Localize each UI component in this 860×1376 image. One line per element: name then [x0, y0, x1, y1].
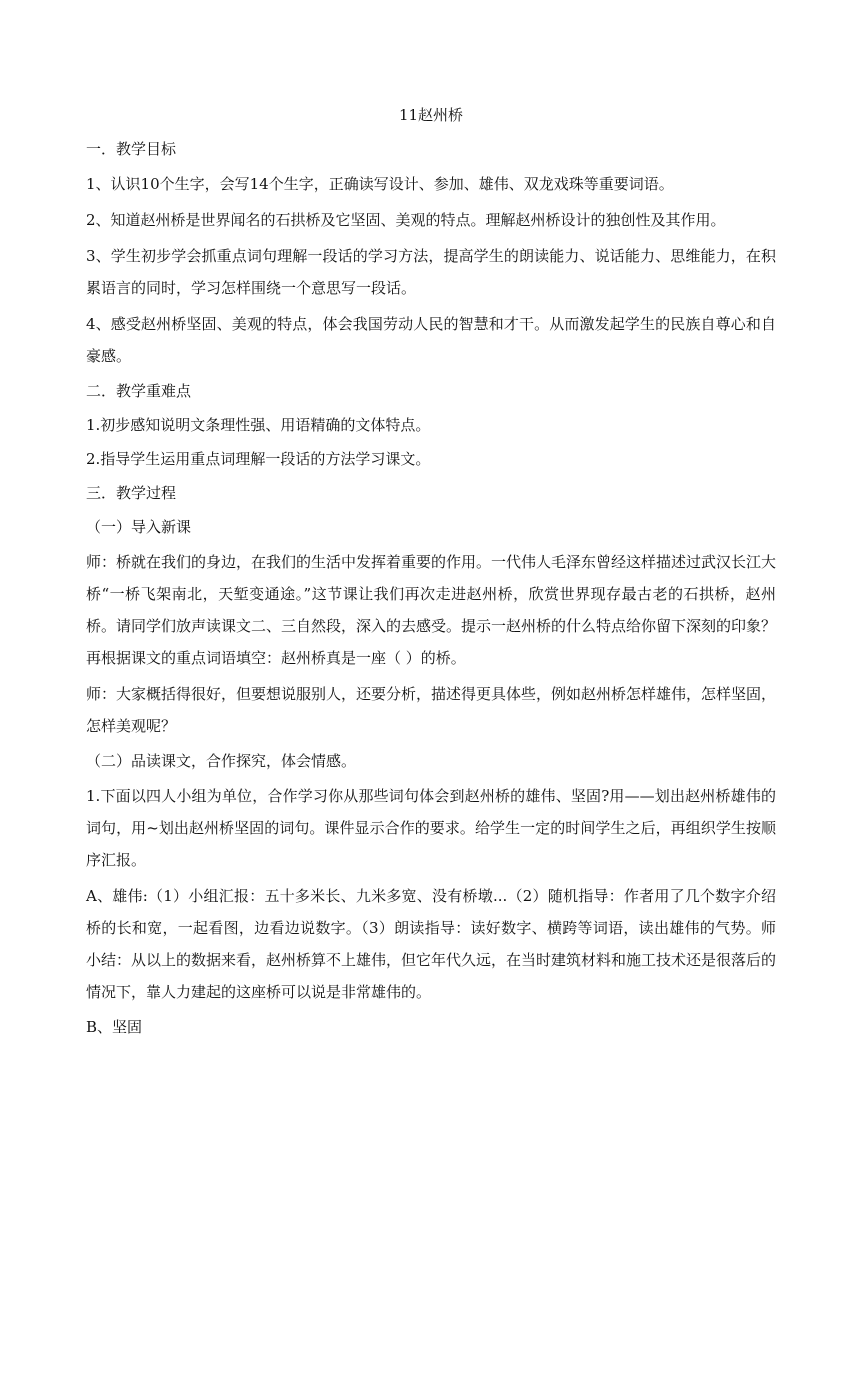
section-heading-objectives: 一．教学目标	[86, 140, 177, 158]
sturdy-heading: B、坚固	[86, 1018, 143, 1036]
document-body	[86, 100, 776, 1046]
majestic-analysis-paragraph: A、雄伟:（1）小组汇报：五十多米长、九米多宽、没有桥墩...（2）随机指导：作者用了几个数字介绍桥的长和宽，一起看图，边看边说数字。（3）朗读指导：读好数字、横跨等词语，读出雄伟的气势。师小结：从以上的数据来看，赵州桥算不上雄伟，但它年代久远，在当时建筑材料和施工技术还是很落后的情况下，靠人力建起的这座桥可以说是非常雄伟的。	[86, 887, 777, 1001]
objective-item-2: 2、知道赵州桥是世界闻名的石拱桥及它坚固、美观的特点。理解赵州桥设计的独创性及其作用。	[86, 211, 726, 229]
objective-item-1: 1、认识10个生字，会写14个生字，正确读写设计、参加、雄伟、双龙戏珠等重要词语。	[86, 175, 674, 193]
objective-item-4: 4、感受赵州桥坚固、美观的特点，体会我国劳动人民的智慧和才干。从而激发起学生的民族自尊心和自豪感。	[86, 315, 776, 365]
teacher-summary-paragraph: 师：大家概括得很好，但要想说服别人，还要分析，描述得更具体些，例如赵州桥怎样雄伟，怎样坚固，怎样美观呢？	[86, 685, 777, 735]
section-heading-process: 三．教学过程	[86, 484, 177, 502]
subsection-heading-reading: （二）品读课文，合作探究，体会情感。	[86, 752, 357, 770]
document-title: 11赵州桥	[398, 106, 464, 124]
objective-item-3: 3、学生初步学会抓重点词句理解一段话的学习方法，提高学生的朗读能力、说话能力、思维能力，在积累语言的同时，学习怎样围绕一个意思写一段话。	[86, 247, 776, 297]
teacher-intro-paragraph: 师：桥就在我们的身边，在我们的生活中发挥着重要的作用。一代伟人毛泽东曾经这样描述过武汉长江大桥“一桥飞架南北，天堑变通途。”这节课让我们再次走进赵州桥，欣赏世界现存最古老的石拱桥，赵州桥。请同学们放声读课文二、三自然段，深入的去感受。提示一赵州桥的什么特点给你留下深刻的印象？再根据课文的重点词语填空：赵州桥真是一座（ ）的桥。	[86, 553, 777, 667]
subsection-heading-intro: （一）导入新课	[86, 518, 192, 536]
key-point-1: 1.初步感知说明文条理性强、用语精确的文体特点。	[86, 416, 431, 434]
group-work-paragraph: 1.下面以四人小组为单位，合作学习你从那些词句体会到赵州桥的雄伟、坚固?用——划出赵州桥雄伟的词句，用~划出赵州桥坚固的词句。课件显示合作的要求。给学生一定的时间学生之后，再组织学生按顺序汇报。	[86, 787, 776, 869]
section-heading-key-points: 二．教学重难点	[86, 382, 192, 400]
key-point-2: 2.指导学生运用重点词理解一段话的方法学习课文。	[86, 450, 431, 468]
